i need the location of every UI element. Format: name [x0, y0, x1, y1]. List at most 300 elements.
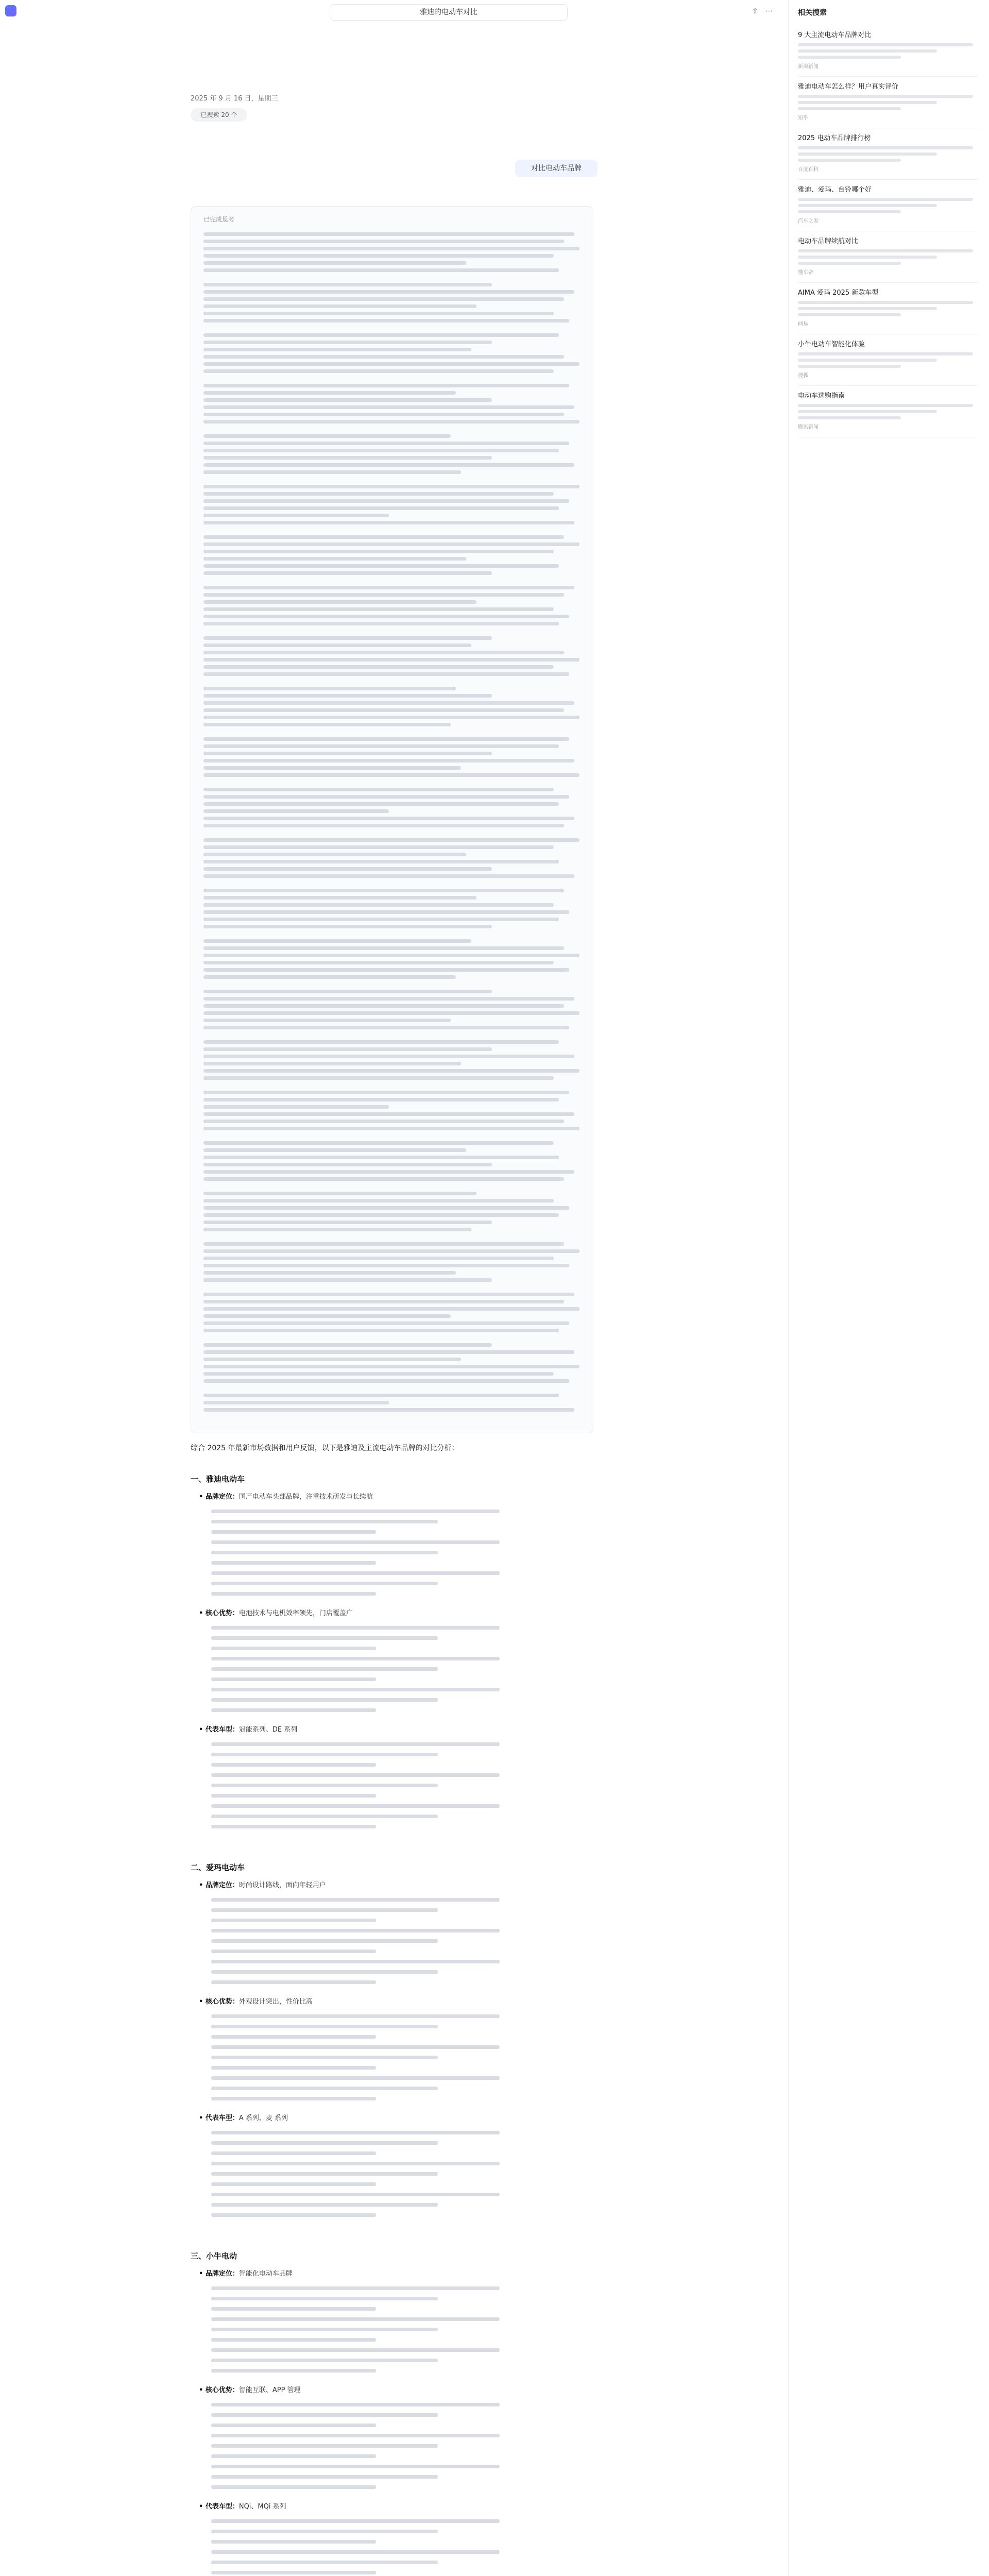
thinking-text-line: [203, 968, 569, 972]
thinking-text-line: [203, 773, 579, 777]
section-heading: 三、小牛电动: [191, 2251, 237, 2261]
related-card-snippet-line: [798, 313, 901, 316]
item-text: 智能化电动车品牌: [238, 2270, 293, 2278]
detail-line: [211, 1698, 438, 1702]
thinking-text-line: [203, 1221, 492, 1224]
thinking-text-line: [203, 1148, 466, 1152]
thinking-text-line: [203, 283, 492, 286]
detail-line: [211, 1815, 438, 1818]
item-text: NQi、MQi 系列: [238, 2503, 286, 2511]
thinking-text-line: [203, 261, 466, 265]
detail-line: [211, 1647, 376, 1650]
related-card-snippet-line: [798, 210, 901, 213]
thinking-text-line: [203, 1076, 554, 1080]
thinking-text-line: [203, 860, 559, 863]
detail-line: [211, 1677, 376, 1681]
detail-line: [211, 1592, 376, 1596]
detail-line: [211, 1950, 376, 1953]
related-card[interactable]: [798, 31, 978, 70]
thinking-text-line: [203, 1372, 554, 1376]
detail-line: [211, 2434, 500, 2437]
detail-line: [211, 2485, 376, 2489]
detail-line: [211, 1626, 500, 1630]
detail-line: [211, 1657, 500, 1660]
search-results-chip[interactable]: 已搜索 20 个: [191, 108, 247, 122]
thinking-text-line: [203, 1069, 579, 1073]
thinking-text-line: [203, 521, 574, 524]
thinking-text-line: [203, 651, 564, 654]
thinking-text-line: [203, 1264, 569, 1267]
thinking-text-line: [203, 398, 492, 402]
thinking-text-line: [203, 564, 559, 568]
detail-line: [211, 2097, 376, 2100]
thinking-text-line: [203, 809, 389, 813]
thinking-text-line: [203, 636, 492, 640]
thinking-text-line: [203, 405, 574, 409]
divider: [798, 76, 978, 77]
item-label: • 品牌定位：: [199, 1882, 239, 1889]
detail-line: [211, 1980, 376, 1984]
thinking-text-line: [203, 1408, 574, 1412]
related-card-headline[interactable]: 小牛电动车智能化体验: [798, 341, 865, 348]
related-card-headline[interactable]: 9 大主流电动车品牌对比: [798, 31, 872, 39]
detail-line: [211, 1825, 376, 1828]
thinking-text-line: [203, 247, 579, 250]
detail-line: [211, 2056, 438, 2059]
thinking-text-line: [203, 506, 559, 510]
related-card-source: 腾讯新闻: [798, 425, 819, 430]
detail-line: [211, 2203, 438, 2207]
detail-line: [211, 2571, 376, 2574]
related-card-snippet-line: [798, 101, 937, 104]
thinking-text-line: [203, 557, 466, 561]
thinking-text-line: [203, 845, 554, 849]
detail-line: [211, 2338, 376, 2342]
thinking-text-line: [203, 304, 476, 308]
thinking-text-line: [203, 665, 554, 669]
detail-line: [211, 2066, 376, 2070]
related-card-snippet-line: [798, 95, 973, 98]
related-card[interactable]: [798, 134, 978, 173]
thinking-text-line: [203, 1293, 574, 1296]
related-card-source: 懂车帝: [798, 270, 813, 276]
related-card-snippet-line: [798, 301, 973, 304]
item-label: • 品牌定位：: [199, 1493, 239, 1501]
related-card-source: 网易: [798, 321, 808, 327]
thinking-text-line: [203, 910, 569, 914]
detail-line: [211, 1582, 438, 1585]
detail-line: [211, 2172, 438, 2176]
answer-list-item: [199, 1997, 313, 2007]
related-card-snippet-line: [798, 256, 937, 259]
thinking-text-line: [203, 838, 579, 842]
thinking-text-line: [203, 694, 492, 698]
detail-line: [211, 1551, 438, 1554]
thinking-text-line: [203, 946, 564, 950]
related-card-source: 新浪新闻: [798, 64, 819, 70]
thinking-text-line: [203, 1047, 492, 1051]
thinking-text-line: [203, 535, 564, 539]
thinking-text-line: [203, 1098, 559, 1101]
thinking-text-line: [203, 341, 492, 344]
detail-line: [211, 1784, 438, 1787]
thinking-text-line: [203, 997, 574, 1001]
detail-line: [211, 2307, 376, 2311]
detail-line: [211, 1708, 376, 1712]
answer-list-item: [199, 2502, 286, 2512]
detail-line: [211, 1530, 376, 1534]
thinking-text-line: [203, 1199, 554, 1202]
item-text: 时尚设计路线，面向年轻用户: [238, 1882, 326, 1889]
detail-line: [211, 2317, 500, 2321]
thinking-text-line: [203, 1019, 451, 1022]
item-label: • 品牌定位：: [199, 2270, 239, 2278]
thinking-text-line: [203, 1300, 564, 1303]
thinking-text-line: [203, 701, 574, 705]
item-text: 冠能系列、DE 系列: [238, 1726, 298, 1734]
thinking-text-line: [203, 658, 579, 662]
thinking-text-line: [203, 492, 554, 496]
section-heading: 二、爱玛电动车: [191, 1863, 245, 1872]
detail-line: [211, 2045, 500, 2049]
detail-line: [211, 1763, 376, 1767]
related-card-source: 百度百科: [798, 167, 819, 173]
detail-line: [211, 2076, 500, 2080]
thinking-text-line: [203, 434, 451, 438]
related-card-source: 汽车之家: [798, 218, 819, 224]
related-card[interactable]: [798, 392, 978, 430]
detail-line: [211, 2348, 500, 2352]
related-card-snippet-line: [798, 152, 937, 156]
thinking-text-line: [203, 1141, 554, 1145]
related-card[interactable]: [798, 185, 978, 224]
detail-line: [211, 1939, 438, 1943]
detail-line: [211, 1688, 500, 1691]
answer-list-item: [199, 1492, 373, 1502]
related-card-headline[interactable]: 电动车选购指南: [798, 392, 845, 400]
thinking-text-line: [203, 470, 461, 474]
thinking-text-line: [203, 1170, 574, 1174]
detail-line: [211, 2550, 500, 2554]
thinking-text-line: [203, 766, 461, 770]
thinking-text-line: [203, 593, 564, 597]
thinking-text-line: [203, 1206, 569, 1210]
detail-line: [211, 1510, 500, 1513]
thinking-text-line: [203, 1321, 569, 1325]
thinking-text-line: [203, 1271, 456, 1275]
thinking-text-line: [203, 413, 564, 416]
detail-line: [211, 1520, 438, 1523]
sidebar-title: 相关搜索: [798, 9, 827, 17]
thinking-text-line: [203, 1091, 569, 1094]
thinking-text-line: [203, 550, 554, 553]
related-card-snippet-line: [798, 352, 973, 355]
thinking-text-line: [203, 744, 559, 748]
detail-line: [211, 2297, 438, 2300]
thinking-text-line: [203, 1350, 574, 1354]
related-card-snippet-line: [798, 365, 901, 368]
thinking-text-line: [203, 254, 554, 258]
thinking-text-line: [203, 268, 559, 272]
detail-line: [211, 2131, 500, 2134]
related-card-headline[interactable]: AIMA 爱玛 2025 新款车型: [798, 289, 879, 297]
thinking-text-line: [203, 362, 579, 366]
thinking-text-line: [203, 1329, 559, 1332]
thinking-text-line: [203, 297, 564, 301]
related-card-snippet-line: [798, 404, 973, 407]
answer-list-item: [199, 2113, 288, 2124]
thinking-text-line: [203, 348, 471, 351]
related-card-source: 搜狐: [798, 373, 808, 379]
related-card-snippet-line: [798, 146, 973, 149]
thinking-text-line: [203, 1011, 579, 1015]
detail-line: [211, 2025, 438, 2028]
thinking-text-line: [203, 672, 569, 676]
thinking-text-line: [203, 586, 574, 589]
answer-list-item: [199, 2269, 293, 2279]
detail-line: [211, 2403, 500, 2406]
thinking-text-line: [203, 874, 574, 878]
thinking-text-line: [203, 1314, 451, 1318]
thinking-text-line: [203, 319, 569, 323]
related-card-headline[interactable]: 电动车品牌续航对比: [798, 238, 859, 245]
thinking-text-line: [203, 716, 579, 719]
detail-line: [211, 2141, 438, 2145]
detail-line: [211, 2424, 376, 2427]
related-card-snippet-line: [798, 204, 937, 207]
thinking-text-line: [203, 1213, 559, 1217]
detail-line: [211, 2444, 438, 2448]
related-card-source: 知乎: [798, 115, 808, 121]
detail-line: [211, 2035, 376, 2039]
detail-line: [211, 2369, 376, 2372]
detail-line: [211, 2328, 438, 2331]
related-card-snippet-line: [798, 43, 973, 46]
thinking-text-line: [203, 954, 579, 957]
thinking-text-line: [203, 456, 492, 460]
thinking-text-line: [203, 990, 492, 993]
thinking-text-line: [203, 1177, 564, 1181]
item-label: • 代表车型：: [199, 2114, 239, 2122]
thinking-text-line: [203, 853, 466, 856]
thinking-text-line: [203, 1394, 559, 1397]
thinking-text-line: [203, 817, 574, 820]
thinking-text-line: [203, 543, 579, 546]
detail-line: [211, 2475, 438, 2479]
related-card[interactable]: [798, 340, 978, 379]
thinking-text-line: [203, 737, 569, 741]
detail-line: [211, 1561, 376, 1565]
thinking-text-line: [203, 622, 559, 625]
detail-line: [211, 1636, 438, 1640]
top-icons: [752, 7, 777, 16]
divider: [798, 179, 978, 180]
thinking-text-line: [203, 939, 471, 943]
related-card-headline[interactable]: 雅迪电动车怎么样？用户真实评价: [798, 83, 899, 91]
thinking-text-line: [203, 1379, 569, 1383]
thinking-text-line: [203, 355, 564, 359]
related-sidebar: [788, 0, 989, 2576]
detail-line: [211, 2151, 376, 2155]
thinking-text-line: [203, 240, 564, 243]
related-card[interactable]: [798, 82, 978, 121]
thinking-text-line: [203, 607, 554, 611]
detail-line: [211, 2465, 500, 2468]
thinking-text-line: [203, 752, 492, 755]
thinking-text-line: [203, 333, 559, 337]
item-label: • 核心优势：: [199, 1998, 239, 2006]
detail-line: [211, 1773, 500, 1777]
detail-line: [211, 2359, 438, 2362]
related-card-snippet-line: [798, 107, 901, 110]
related-card-snippet-line: [798, 262, 901, 265]
user-message: 对比电动车品牌: [515, 160, 598, 177]
related-card-headline[interactable]: 2025 电动车品牌排行榜: [798, 134, 871, 142]
thinking-text-line: [203, 795, 569, 799]
thinking-text-line: [203, 1105, 389, 1109]
item-text: 智能互联、APP 管理: [238, 2386, 301, 2394]
thinking-text-line: [203, 867, 492, 871]
thinking-text-line: [203, 961, 554, 964]
detail-line: [211, 2193, 500, 2196]
item-label: • 核心优势：: [199, 1609, 239, 1617]
detail-line: [211, 1804, 500, 1808]
thinking-text-line: [203, 802, 559, 806]
detail-line: [211, 1540, 500, 1544]
conversation-title[interactable]: 雅迪的电动车对比: [330, 4, 568, 21]
thinking-text-line: [203, 903, 554, 907]
share-icon[interactable]: ⇪: [752, 7, 758, 15]
thinking-text-line: [203, 1365, 579, 1368]
thinking-text-line: [203, 1156, 559, 1159]
detail-line: [211, 1794, 376, 1798]
thinking-text-line: [203, 369, 554, 373]
item-label: • 代表车型：: [199, 1726, 239, 1734]
app-logo: [5, 5, 16, 16]
detail-line: [211, 1571, 500, 1575]
thinking-text-line: [203, 1358, 461, 1361]
detail-line: [211, 2286, 500, 2290]
related-card-snippet-line: [798, 307, 937, 310]
detail-line: [211, 2162, 500, 2165]
thinking-text-line: [203, 975, 456, 979]
thinking-text-line: [203, 312, 554, 315]
thinking-text-line: [203, 600, 476, 604]
related-card-snippet-line: [798, 56, 901, 59]
thinking-text-line: [203, 643, 471, 647]
detail-line: [211, 1753, 438, 1756]
thinking-text-line: [203, 687, 456, 690]
thinking-text-line: [203, 571, 492, 575]
detail-line: [211, 1960, 500, 1963]
thinking-text-line: [203, 723, 451, 726]
thinking-text-line: [203, 1040, 559, 1044]
related-card[interactable]: [798, 237, 978, 276]
detail-line: [211, 2182, 376, 2186]
detail-line: [211, 2561, 438, 2564]
thinking-text-line: [203, 1163, 492, 1166]
thinking-text-line: [203, 925, 492, 928]
related-card-snippet-line: [798, 410, 937, 413]
detail-line: [211, 1667, 438, 1671]
detail-line: [211, 2087, 438, 2090]
item-label: • 代表车型：: [199, 2503, 239, 2511]
detail-line: [211, 2530, 438, 2533]
thinking-text-line: [203, 449, 559, 452]
detail-line: [211, 1742, 500, 1746]
related-card-snippet-line: [798, 249, 973, 252]
item-text: 电池技术与电机效率领先，门店覆盖广: [238, 1609, 353, 1617]
thinking-text-line: [203, 514, 389, 517]
related-card-snippet-line: [798, 159, 901, 162]
thinking-text-line: [203, 1120, 564, 1123]
date-line: 2025 年 9 月 16 日，星期三: [191, 95, 278, 103]
related-card-headline[interactable]: 雅迪、爱玛、台铃哪个好: [798, 186, 872, 194]
answer-list-item: [199, 1880, 326, 1891]
thinking-text-line: [203, 485, 579, 488]
related-card[interactable]: [798, 289, 978, 327]
more-icon[interactable]: ⋯: [765, 7, 773, 15]
detail-line: [211, 2454, 376, 2458]
thinking-text-line: [203, 290, 574, 294]
thinking-text-line: [203, 1401, 389, 1404]
top-bar: [0, 0, 783, 23]
detail-line: [211, 1898, 500, 1902]
thinking-text-line: [203, 1055, 574, 1058]
thinking-text-line: [203, 442, 569, 445]
answer-list-item: [199, 2385, 301, 2396]
thinking-text-line: [203, 463, 574, 467]
thinking-text-line: [203, 824, 564, 827]
item-text: 国产电动车头部品牌，注重技术研发与长续航: [238, 1493, 373, 1501]
thinking-text-line: [203, 918, 559, 921]
detail-line: [211, 2540, 376, 2544]
thinking-card-header: 已完成思考: [203, 216, 235, 223]
thinking-text-line: [203, 896, 476, 900]
thinking-text-line: [203, 420, 579, 423]
related-card-snippet-line: [798, 416, 901, 419]
detail-line: [211, 1908, 438, 1912]
related-card-snippet-line: [798, 198, 973, 201]
thinking-text-line: [203, 788, 554, 791]
detail-line: [211, 1929, 500, 1933]
detail-line: [211, 2413, 438, 2417]
answer-intro: 综合 2025 年最新市场数据和用户反馈，以下是雅迪及主流电动车品牌的对比分析：: [191, 1444, 459, 1452]
answer-list-item: [199, 1725, 297, 1735]
thinking-text-line: [203, 889, 564, 892]
thinking-text-line: [203, 1192, 476, 1195]
detail-line: [211, 2519, 500, 2523]
thinking-card[interactable]: [191, 206, 593, 1433]
divider: [798, 385, 978, 386]
thinking-text-line: [203, 1004, 564, 1008]
thinking-text-line: [203, 1278, 492, 1282]
thinking-text-line: [203, 1242, 564, 1246]
thinking-text-line: [203, 1249, 579, 1253]
detail-line: [211, 1970, 438, 1974]
item-text: 外观设计突出，性价比高: [238, 1998, 313, 2006]
divider: [798, 282, 978, 283]
thinking-text-line: [203, 1343, 492, 1347]
thinking-text-line: [203, 708, 564, 712]
thinking-text-line: [203, 1228, 471, 1231]
item-label: • 核心优势：: [199, 2386, 239, 2394]
thinking-text-line: [203, 1307, 579, 1311]
section-heading: 一、雅迪电动车: [191, 1475, 245, 1484]
thinking-text-line: [203, 391, 456, 395]
thinking-text-line: [203, 499, 569, 503]
thinking-text-line: [203, 1127, 579, 1130]
